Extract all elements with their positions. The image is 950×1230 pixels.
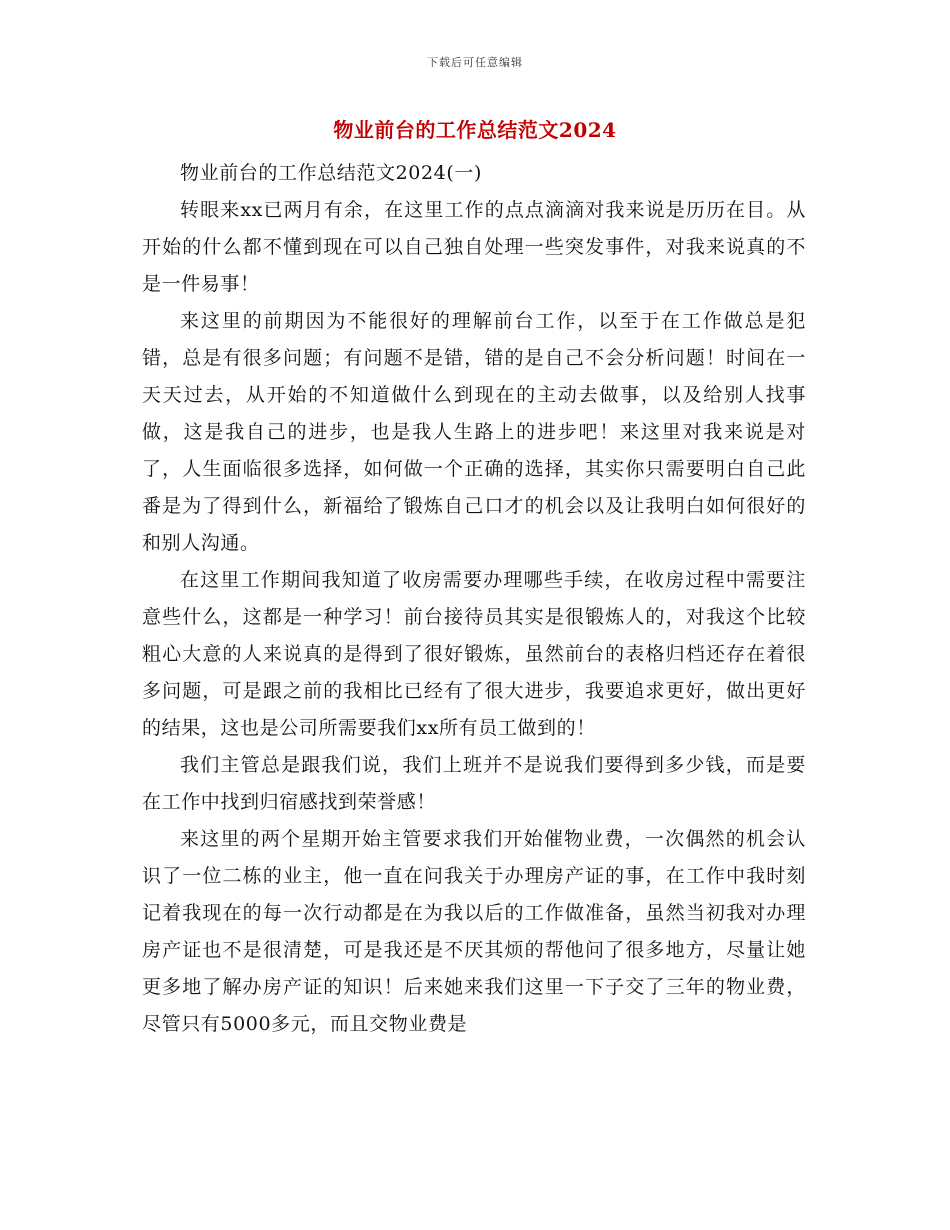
paragraph-subtitle: 物业前台的工作总结范文2024(一) [180,162,482,184]
page-header-note: 下载后可任意编辑 [427,56,523,69]
document-title: 物业前台的工作总结范文2024 [333,118,617,142]
paragraph: 来这里的前期因为不能很好的理解前台工作，以至于在工作做总是犯错，总是有很多问题；有问题不是错，错的是自己不会分析问题！时间在一天天过去，从开始的不知道做什么到现在的主动去做事，以及给别人找事做，这是我自己的进步，也是我人生路上的进步吧！来这里对我来说是对了，人生面临很多选择，如何做一个正确的选择，其实你只需要明白自己此番是为了得到什么，新福给了锻炼自己口才的机会以及让我明白如何很好的和别人沟通。 [142,310,806,554]
paragraph: 转眼来xx已两月有余，在这里工作的点点滴滴对我来说是历历在目。从开始的什么都不懂到现在可以自己独自处理一些突发事件，对我来说真的不是一件易事！ [142,199,806,295]
paragraph: 我们主管总是跟我们说，我们上班并不是说我们要得到多少钱，而是要在工作中找到归宿感找到荣誉感！ [142,754,806,813]
paragraph: 来这里的两个星期开始主管要求我们开始催物业费，一次偶然的机会认识了一位二栋的业主，他一直在问我关于办理房产证的事，在工作中我时刻记着我现在的每一次行动都是在为我以后的工作做准备，虽然当初我对办理房产证也不是很清楚，可是我还是不厌其烦的帮他问了很多地方，尽量让她更多地了解办房产证的知识！后来她来我们这里一下子交了三年的物业费，尽管只有5000多元，而且交物业费是 [142,828,806,1035]
document-body [142,155,806,1043]
paragraph: 在这里工作期间我知道了收房需要办理哪些手续，在收房过程中需要注意些什么，这都是一种学习！前台接待员其实是很锻炼人的，对我这个比较粗心大意的人来说真的是得到了很好锻炼，虽然前台的表格归档还存在着很多问题，可是跟之前的我相比已经有了很大进步，我要追求更好，做出更好的结果，这也是公司所需要我们xx所有员工做到的！ [142,569,806,739]
